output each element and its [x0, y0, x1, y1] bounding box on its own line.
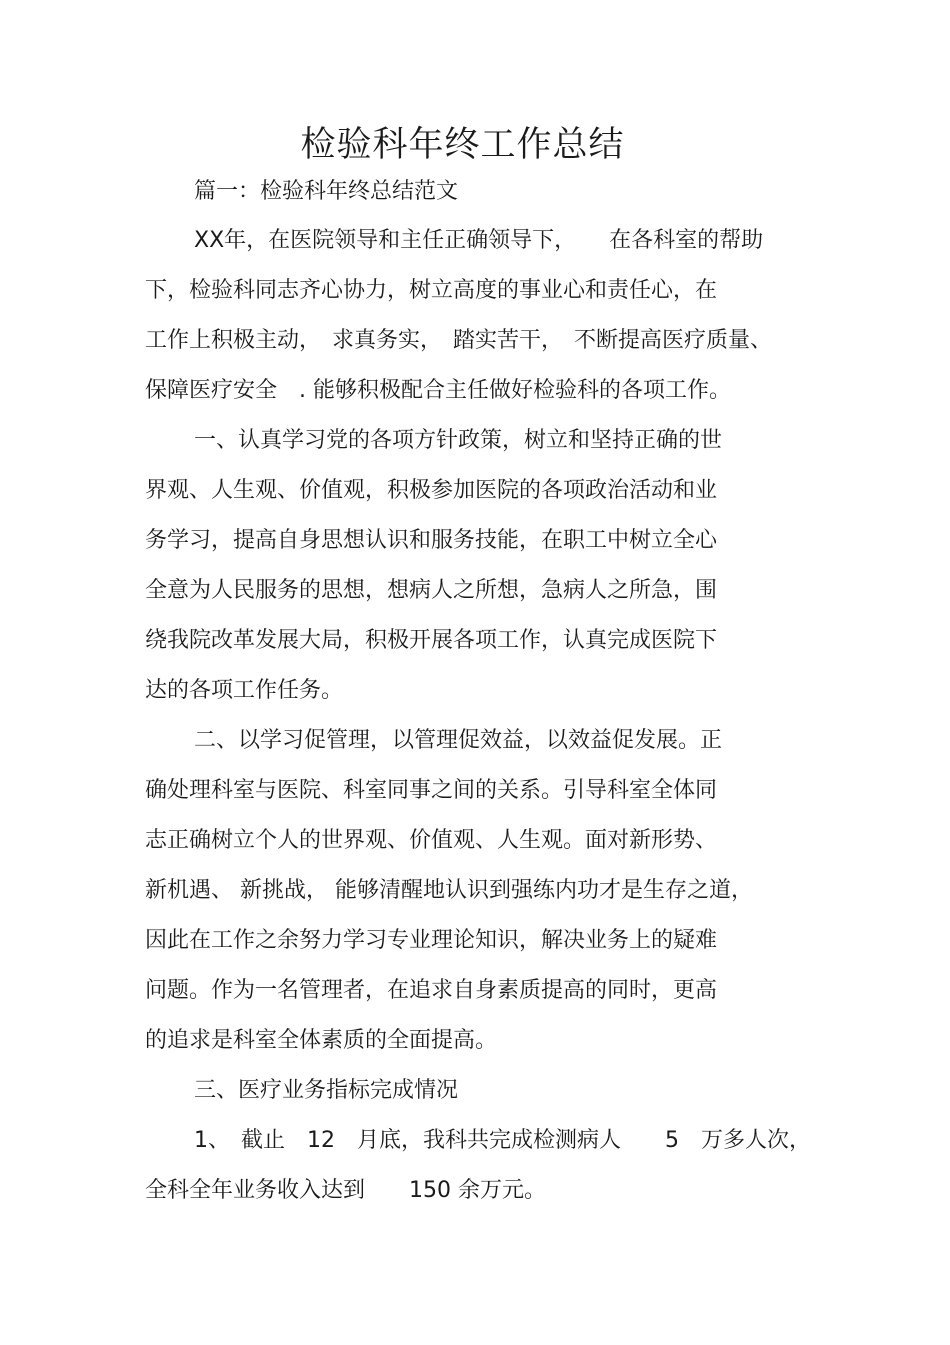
- paragraph-line: 绕我院改革发展大局，积极开展各项工作，认真完成医院下: [145, 628, 718, 653]
- paragraph-line: 保障医疗安全 . 能够积极配合主任做好检验科的各项工作。: [145, 378, 731, 403]
- paragraph-line: 确处理科室与医院、科室同事之间的关系。引导科室全体同: [145, 778, 718, 803]
- paragraph-line: 务学习，提高自身思想认识和服务技能，在职工中树立全心: [145, 528, 718, 553]
- paragraph-line: 工作上积极主动， 求真务实， 踏实苦干， 不断提高医疗质量、: [145, 328, 773, 353]
- paragraph-line: 志正确树立个人的世界观、价值观、人生观。面对新形势、: [145, 828, 718, 853]
- document-title: 检验科年终工作总结: [300, 125, 625, 165]
- paragraph-line: 的追求是科室全体素质的全面提高。: [145, 1028, 498, 1053]
- paragraph-line: 界观、人生观、价值观，积极参加医院的各项政治活动和业: [145, 478, 718, 503]
- paragraph-line: 全意为人民服务的思想，想病人之所想，急病人之所急，围: [145, 578, 718, 603]
- paragraph-line: 达的各项工作任务。: [145, 678, 344, 703]
- subtitle-line: 篇一：检验科年终总结范文: [194, 179, 459, 204]
- paragraph-line: 1、 截止 12 月底，我科共完成检测病人 5 万多人次，: [194, 1128, 811, 1153]
- paragraph-line: 新机遇、 新挑战， 能够清醒地认识到强练内功才是生存之道，: [145, 878, 753, 903]
- paragraph-line: 二、以学习促管理，以管理促效益，以效益促发展。正: [194, 728, 723, 753]
- paragraph-line: 全科全年业务收入达到 150 余万元。: [145, 1178, 546, 1203]
- paragraph-line: 一、认真学习党的各项方针政策，树立和坚持正确的世: [194, 428, 723, 453]
- section-heading: 三、医疗业务指标完成情况: [194, 1078, 459, 1103]
- paragraph-line: 下，检验科同志齐心协力，树立高度的事业心和责任心，在: [145, 278, 718, 303]
- paragraph-line: 问题。作为一名管理者，在追求自身素质提高的同时，更高: [145, 978, 718, 1003]
- paragraph-line: XX年，在医院领导和主任正确领导下， 在各科室的帮助: [194, 228, 764, 253]
- paragraph-line: 因此在工作之余努力学习专业理论知识，解决业务上的疑难: [145, 928, 718, 953]
